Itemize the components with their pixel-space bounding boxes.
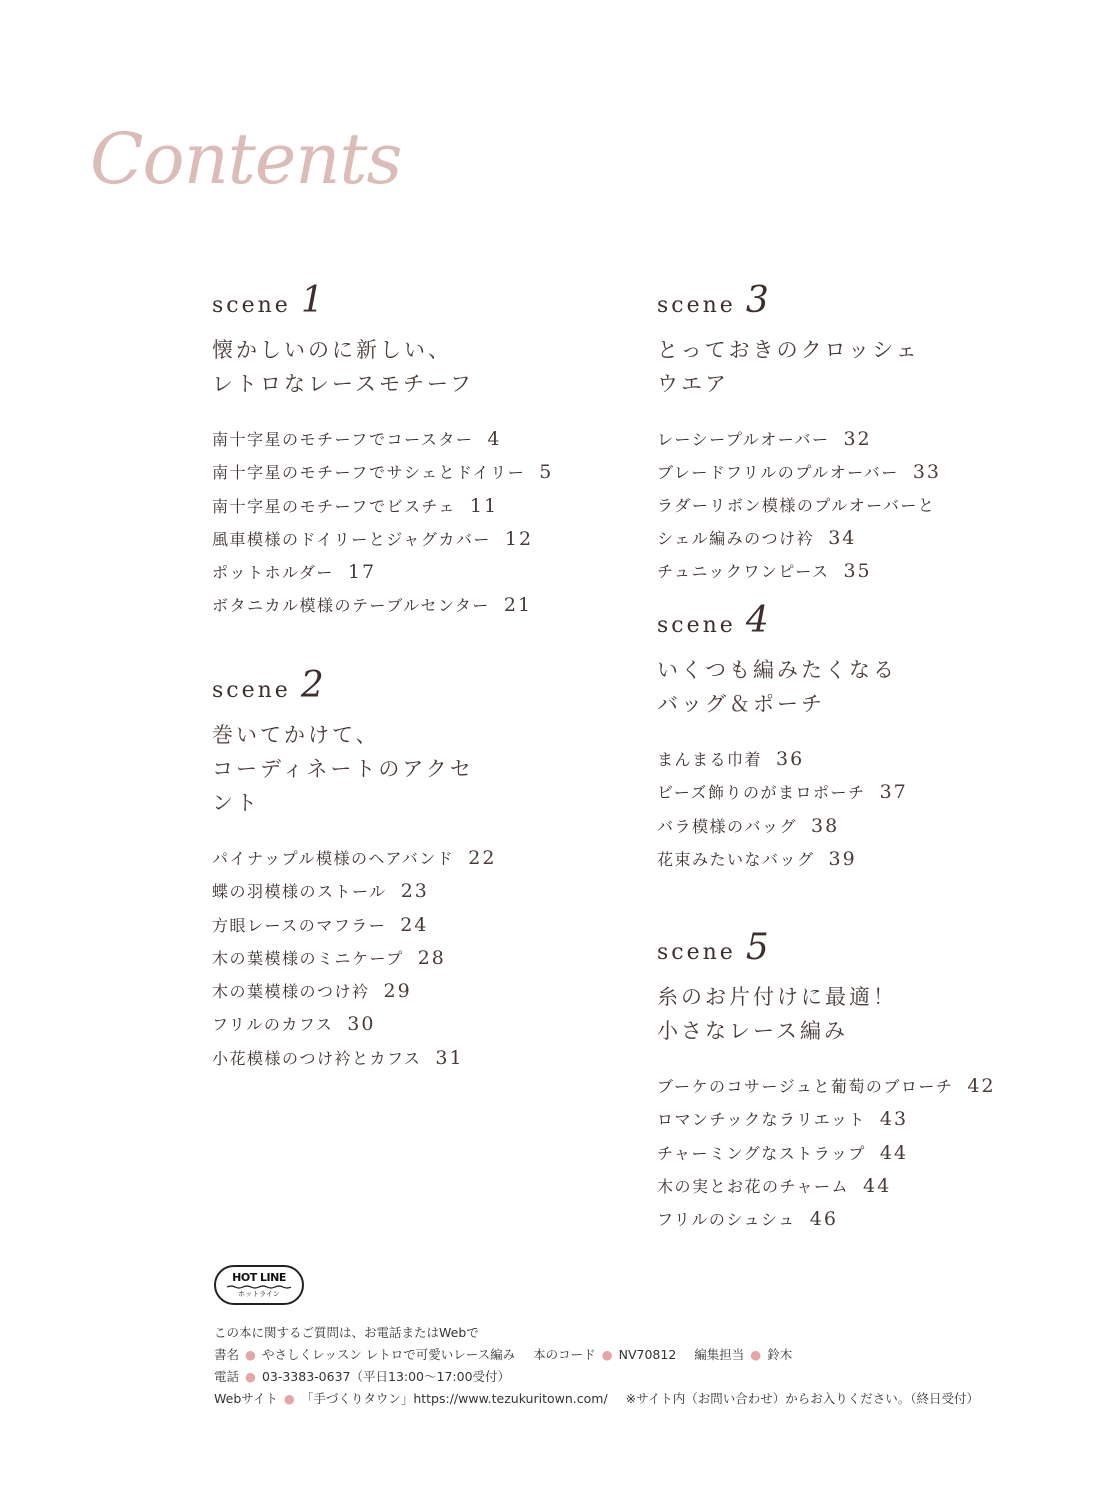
- item-title: ポットホルダー: [212, 563, 334, 583]
- scene-heading: [657, 280, 941, 321]
- scene-label: scene: [212, 678, 291, 703]
- contents-list: [212, 423, 553, 623]
- book-line: [214, 1344, 979, 1366]
- hotline-logo-subtext: ホットライン: [238, 1290, 280, 1298]
- contents-item: [657, 490, 941, 522]
- item-page-number: 38: [811, 814, 840, 837]
- item-title: バラ模様のバッグ: [657, 816, 798, 836]
- contents-item: [212, 1042, 496, 1075]
- contents-item: [657, 456, 941, 489]
- editor-label: 編集担当: [694, 1347, 745, 1362]
- scene-heading: [212, 280, 553, 321]
- contents-item: [657, 1070, 996, 1103]
- scene-title-line: 糸のお片付けに最適！: [657, 985, 897, 1009]
- contents-item: [212, 875, 496, 908]
- hotline-intro: この本に関するご質問は、お電話またはWebで: [214, 1325, 479, 1340]
- item-title: 南十字星のモチーフでサシェとドイリー: [212, 463, 526, 483]
- item-title: ロマンチックなラリエット: [657, 1110, 866, 1130]
- scene-number: 4: [745, 600, 769, 641]
- item-title: ラダーリボン模様のプルオーバーと: [657, 495, 936, 515]
- contents-item: [657, 1103, 996, 1136]
- item-page-number: 12: [504, 527, 534, 550]
- item-page-number: 11: [469, 494, 499, 517]
- web-line: [214, 1388, 979, 1410]
- bullet-icon: ●: [245, 1369, 256, 1384]
- item-title: レーシープルオーバー: [657, 430, 830, 449]
- book-label: 書名: [214, 1347, 240, 1362]
- item-title: フリルのカフス: [212, 1015, 334, 1035]
- item-title: ボタニカル模様のテーブルセンター: [212, 596, 490, 616]
- scene-title: [212, 333, 553, 401]
- bullet-icon: ●: [601, 1347, 613, 1362]
- scene-heading: [657, 600, 908, 641]
- contents-item: [657, 843, 908, 876]
- contents-item: [657, 743, 908, 776]
- item-title: 方眼レースのマフラー: [212, 915, 387, 935]
- editor-name: 鈴木: [767, 1347, 793, 1362]
- scene-label: scene: [657, 613, 736, 638]
- contents-list: [657, 743, 908, 876]
- item-page-number: 35: [843, 560, 872, 583]
- item-page-number: 31: [435, 1046, 464, 1069]
- item-title: 花束みたいなバッグ: [657, 849, 815, 869]
- contents-list: [657, 1070, 996, 1236]
- item-title: ブーケのコサージュと葡萄のブローチ: [657, 1077, 954, 1096]
- item-page-number: 37: [879, 781, 908, 804]
- contents-item: [212, 589, 553, 622]
- scene-title-line: いくつも編みたくなる: [657, 658, 897, 682]
- scene-title: [657, 980, 996, 1048]
- hotline-logo-text: HOT LINE: [232, 1271, 286, 1284]
- contents-item: [657, 1203, 996, 1236]
- scene-title: [657, 653, 908, 721]
- scene-title-line: とっておきのクロッシェウエア: [657, 338, 920, 396]
- scene-title: [212, 718, 496, 820]
- wave-icon: [227, 1285, 291, 1289]
- scene-heading: [212, 665, 496, 706]
- code-label: 本のコード: [533, 1347, 596, 1362]
- item-title: 木の葉模様のつけ衿: [212, 982, 370, 1002]
- contents-item: [657, 776, 908, 809]
- item-page-number: 43: [879, 1108, 909, 1131]
- hotline-info: [214, 1322, 979, 1410]
- item-title: ビーズ飾りのがまロポーチ: [657, 783, 866, 803]
- scene-3-section: [657, 280, 941, 588]
- item-title: 南十字星のモチーフでビスチェ: [212, 496, 456, 516]
- scene-number: 5: [745, 927, 769, 968]
- scene-label: scene: [212, 293, 291, 318]
- scene-number: 2: [300, 665, 324, 706]
- phone-line: [214, 1366, 979, 1388]
- contents-item: [212, 975, 496, 1008]
- item-title: 風車模様のドイリーとジャグカバー: [212, 529, 491, 549]
- book-title: やさしくレッスン レトロで可愛いレース編み: [261, 1347, 516, 1362]
- contents-item: [657, 1137, 996, 1170]
- item-title: フリルのシュシュ: [657, 1210, 796, 1230]
- item-page-number: 33: [912, 461, 941, 484]
- scene-heading: [657, 927, 996, 968]
- item-title: 木の葉模様のミニケープ: [212, 948, 404, 968]
- item-page-number: 4: [487, 428, 502, 450]
- scene-title-line: 小さなレース編み: [657, 1019, 848, 1043]
- item-page-number: 22: [468, 847, 497, 869]
- contents-item: [212, 1008, 496, 1041]
- contents-item: [657, 522, 941, 555]
- contents-list: [657, 423, 941, 588]
- contents-title: Contents: [90, 118, 402, 200]
- scene-number: 3: [745, 280, 769, 321]
- web-label: Webサイト: [214, 1391, 278, 1406]
- item-page-number: 21: [503, 594, 533, 617]
- item-page-number: 44: [863, 1174, 892, 1197]
- item-page-number: 5: [539, 461, 554, 484]
- item-page-number: 24: [400, 913, 429, 936]
- scene-2-section: [212, 665, 496, 1075]
- scene-title-line: 懐かしいのに新しい、: [212, 338, 452, 362]
- item-title: チュニックワンピース: [657, 562, 830, 582]
- item-page-number: 29: [383, 980, 412, 1003]
- web-note: ※サイト内（お問い合わせ）からお入りください。（終日受付）: [625, 1391, 980, 1406]
- scene-title-line: レトロなレースモチーフ: [212, 372, 474, 396]
- phone-label: 電話: [214, 1369, 240, 1384]
- item-page-number: 17: [347, 561, 377, 584]
- bullet-icon: ●: [245, 1347, 256, 1362]
- contents-item: [212, 456, 553, 489]
- contents-item: [212, 423, 553, 456]
- contents-item: [212, 556, 553, 589]
- contents-item: [657, 555, 941, 588]
- item-page-number: 28: [417, 946, 446, 969]
- bullet-icon: ●: [283, 1391, 295, 1406]
- scene-label: scene: [657, 293, 736, 318]
- scene-title-line: コーディネートのアクセント: [212, 757, 474, 815]
- item-page-number: 30: [347, 1013, 376, 1036]
- scene-title: [657, 333, 941, 401]
- scene-5-section: [657, 927, 996, 1236]
- item-page-number: 36: [776, 748, 805, 770]
- scene-1-section: [212, 280, 553, 623]
- item-page-number: 42: [967, 1075, 996, 1097]
- item-title: パイナップル模様のヘアバンド: [212, 849, 455, 868]
- item-title: 蝶の羽模様のストール: [212, 882, 387, 902]
- contents-item: [212, 909, 496, 942]
- item-title: 木の実とお花のチャーム: [657, 1176, 850, 1196]
- item-page-number: 46: [809, 1208, 838, 1231]
- bullet-icon: ●: [750, 1347, 762, 1362]
- item-page-number: 23: [400, 880, 429, 903]
- scene-title-line: バッグ＆ポーチ: [657, 692, 825, 716]
- contents-item: [212, 523, 553, 556]
- scene-title-line: 巻いてかけて、: [212, 723, 380, 747]
- contents-item: [212, 942, 496, 975]
- item-page-number: 44: [879, 1141, 909, 1164]
- scene-number: 1: [300, 280, 324, 321]
- web-link[interactable]: 「手づくりタウン」https://www.tezukuritown.com/: [300, 1391, 608, 1406]
- item-page-number: 39: [828, 847, 857, 870]
- item-title: シェル編みのつけ衿: [657, 528, 815, 548]
- item-title: 小花模様のつけ衿とカフス: [212, 1048, 422, 1068]
- item-title: ブレードフリルのプルオーバー: [657, 463, 899, 483]
- contents-item: [657, 1170, 996, 1203]
- contents-item: [657, 810, 908, 843]
- hotline-logo: [214, 1265, 304, 1305]
- contents-list: [212, 842, 496, 1075]
- phone-number: 03-3383-0637（平日13:00〜17:00受付）: [261, 1369, 511, 1384]
- item-title: チャーミングなストラップ: [657, 1143, 866, 1163]
- contents-item: [212, 490, 553, 523]
- contents-item: [212, 842, 496, 875]
- item-title: まんまる巾着: [657, 750, 763, 769]
- item-page-number: 32: [843, 428, 872, 450]
- item-title: 南十字星のモチーフでコースター: [212, 430, 474, 449]
- item-page-number: 34: [828, 526, 857, 549]
- contents-item: [657, 423, 941, 456]
- scene-4-section: [657, 600, 908, 876]
- scene-label: scene: [657, 940, 736, 965]
- book-code: NV70812: [618, 1347, 677, 1362]
